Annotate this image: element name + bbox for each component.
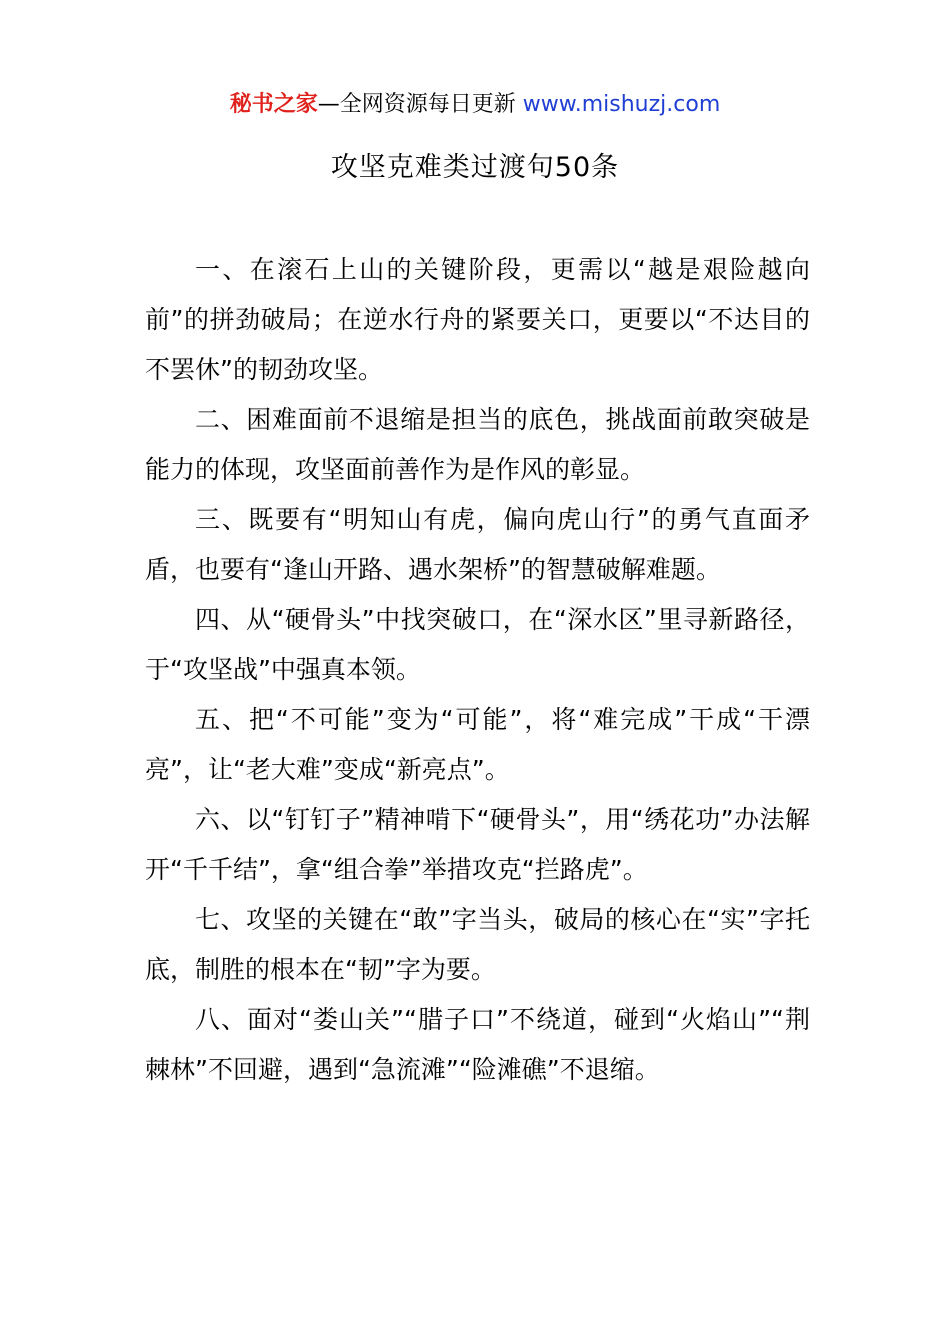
site-header: [0, 88, 950, 122]
paragraph: 八、面对“娄山关”“腊子口”不绕道，碰到“火焰山”“荆棘林”不回避，遇到“急流滩”“险滩礁”不退缩。: [145, 1005, 810, 1084]
paragraph: 一、在滚石上山的关键阶段，更需以“越是艰险越向前”的拼劲破局；在逆水行舟的紧要关口，更要以“不达目的不罢休”的韧劲攻坚。: [145, 255, 810, 384]
paragraph: 三、既要有“明知山有虎，偏向虎山行”的勇气直面矛盾，也要有“逢山开路、遇水架桥”的智慧破解难题。: [145, 505, 810, 584]
paragraph: 四、从“硬骨头”中找突破口，在“深水区”里寻新路径，于“攻坚战”中强真本领。: [145, 605, 810, 684]
site-brand: 秘书之家: [229, 92, 318, 117]
site-url-link[interactable]: www.mishuzj.com: [522, 92, 721, 117]
paragraph: 七、攻坚的关键在“敢”字当头，破局的核心在“实”字托底，制胜的根本在“韧”字为要。: [145, 905, 810, 984]
paragraph: 六、以“钉钉子”精神啃下“硬骨头”，用“绣花功”办法解开“千千结”，拿“组合拳”举措攻克“拦路虎”。: [145, 805, 810, 884]
paragraph: 二、困难面前不退缩是担当的底色，挑战面前敢突破是能力的体现，攻坚面前善作为是作风的彰显。: [145, 405, 810, 484]
site-tagline: —全网资源每日更新: [317, 92, 523, 117]
document-body: [145, 245, 810, 1095]
document-title: 攻坚克难类过渡句50条: [330, 152, 620, 183]
paragraph: 五、把“不可能”变为“可能”，将“难完成”干成“干漂亮”，让“老大难”变成“新亮点”。: [145, 705, 810, 784]
